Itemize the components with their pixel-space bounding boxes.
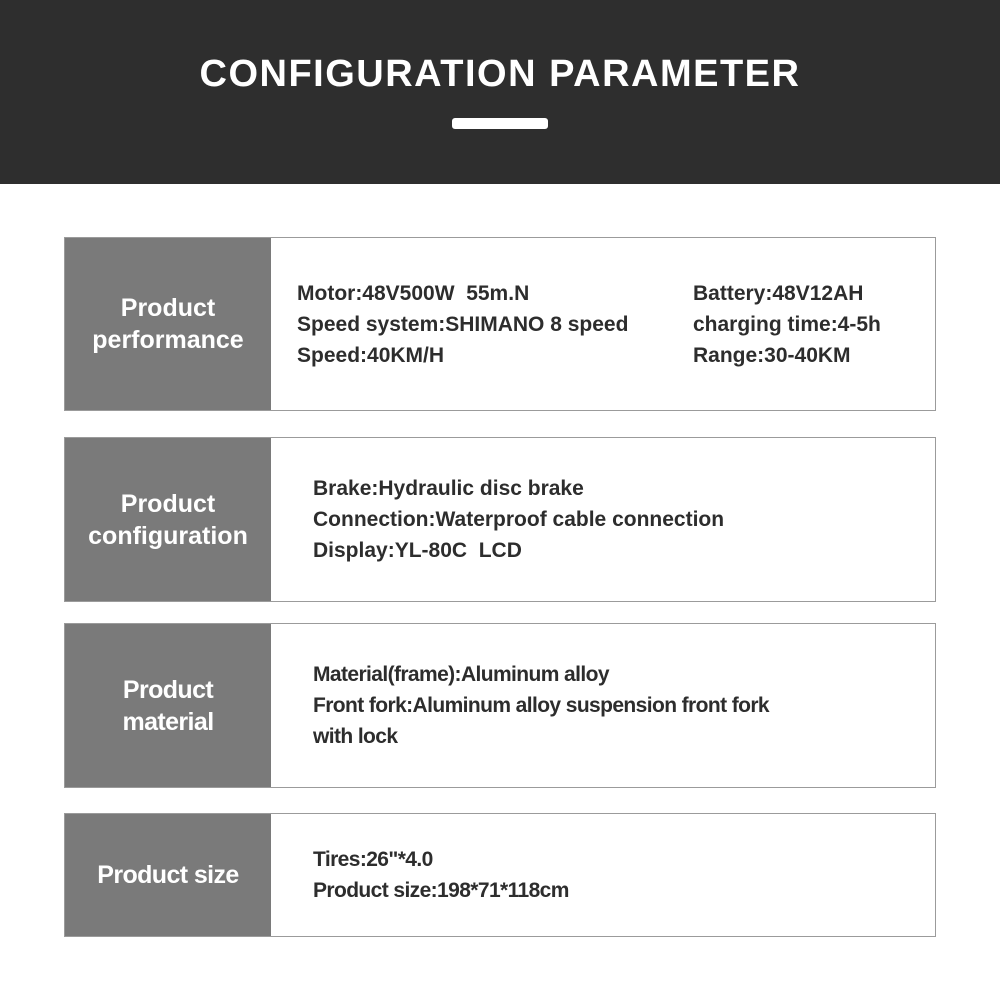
spec-line-speed-system: Speed system:SHIMANO 8 speed bbox=[297, 312, 629, 336]
spec-line-battery: Battery:48V12AH bbox=[693, 281, 864, 305]
spec-line-with-lock: with lock bbox=[313, 725, 398, 748]
page-title: CONFIGURATION PARAMETER bbox=[199, 53, 801, 95]
spec-line-connection: Connection:Waterproof cable connection bbox=[313, 508, 725, 531]
spec-row-performance bbox=[64, 237, 936, 411]
spec-line-product-size: Product size:198*71*118cm bbox=[313, 879, 569, 902]
spec-line-range: Range:30-40KM bbox=[693, 343, 851, 367]
spec-line-speed: Speed:40KM/H bbox=[297, 343, 445, 367]
row-content-size bbox=[271, 814, 935, 936]
spec-line-tires: Tires:26"*4.0 bbox=[313, 848, 433, 871]
row-content-performance bbox=[271, 238, 935, 410]
spec-line-motor: Motor:48V500W 55m.N bbox=[297, 281, 530, 305]
row-label-performance: Product performance bbox=[65, 238, 271, 410]
spec-line-charging-time: charging time:4-5h bbox=[693, 312, 881, 336]
spec-column bbox=[693, 278, 881, 371]
spec-line-brake: Brake:Hydraulic disc brake bbox=[313, 477, 584, 500]
header-banner bbox=[0, 0, 1000, 184]
spec-column bbox=[297, 278, 693, 371]
spec-column bbox=[313, 659, 769, 752]
row-label-material: Product material bbox=[65, 624, 271, 787]
spec-line-front-fork: Front fork:Aluminum alloy suspension front fork bbox=[313, 694, 769, 717]
spec-column bbox=[313, 844, 569, 906]
row-label-size: Product size bbox=[65, 814, 271, 936]
spec-line-frame-material: Material(frame):Aluminum alloy bbox=[313, 663, 609, 686]
spec-line-display: Display:YL-80C LCD bbox=[313, 539, 522, 562]
row-label-configuration: Product configuration bbox=[65, 438, 271, 601]
spec-row-configuration bbox=[64, 437, 936, 602]
row-content-configuration bbox=[271, 438, 935, 601]
spec-row-material bbox=[64, 623, 936, 788]
spec-row-size bbox=[64, 813, 936, 937]
spec-column bbox=[313, 473, 724, 566]
title-underline-bar bbox=[452, 118, 548, 129]
row-content-material bbox=[271, 624, 935, 787]
